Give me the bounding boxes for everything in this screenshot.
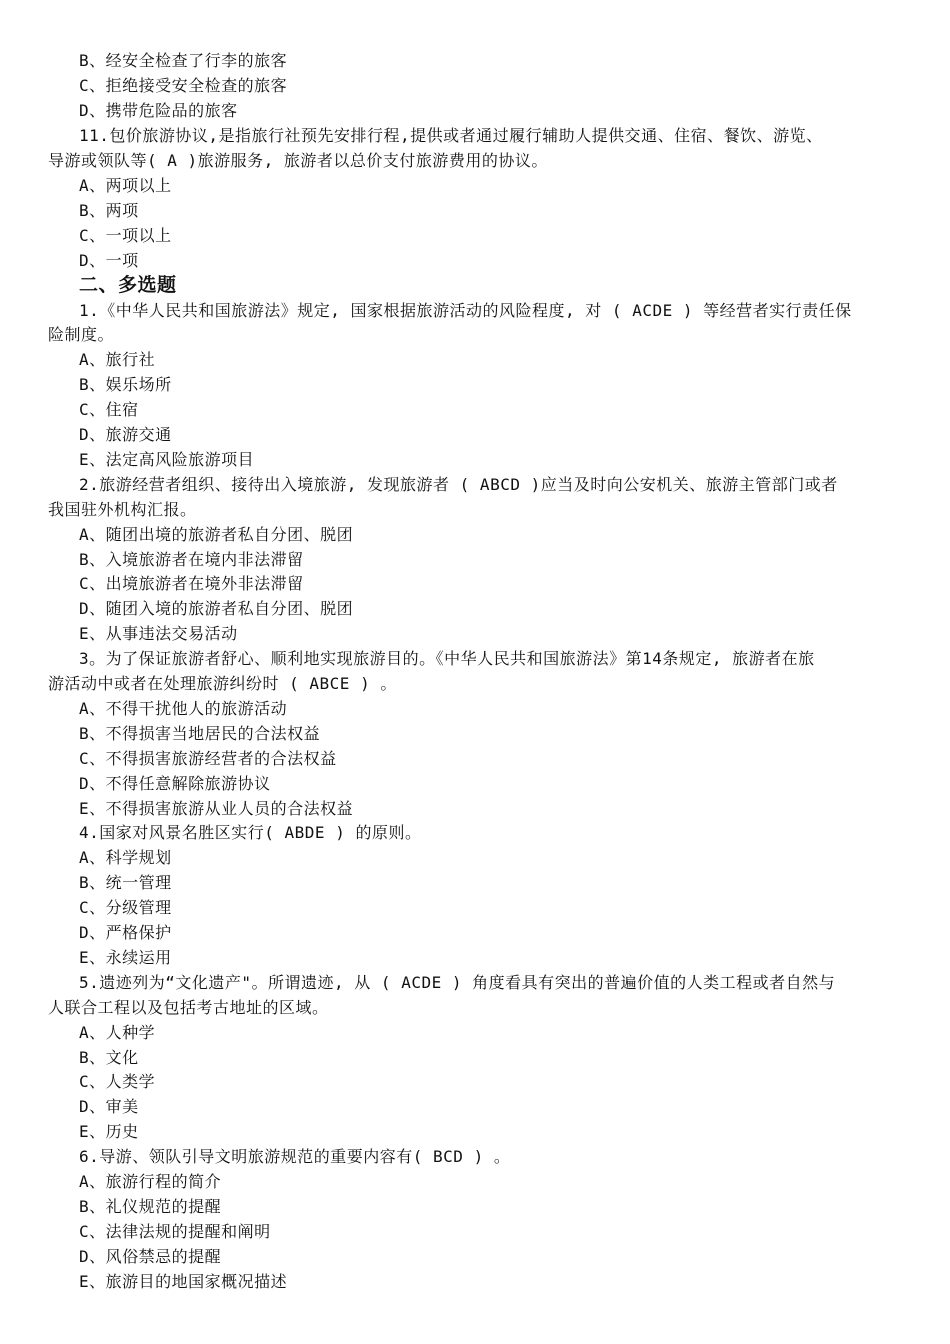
- option-line: B、经安全检查了行李的旅客: [79, 51, 288, 70]
- question-line: 我国驻外机构汇报。: [48, 500, 197, 519]
- option-line: D、随团入境的旅游者私自分团、脱团: [79, 599, 354, 618]
- section-heading: 二、多选题: [79, 274, 177, 296]
- option-line: B、统一管理: [79, 873, 172, 892]
- option-line: A、两项以上: [79, 176, 172, 195]
- option-line: E、永续运用: [79, 948, 172, 967]
- option-line: D、风俗禁忌的提醒: [79, 1247, 222, 1266]
- option-line: C、拒绝接受安全检查的旅客: [79, 76, 288, 95]
- option-line: D、旅游交通: [79, 425, 172, 444]
- option-line: D、不得任意解除旅游协议: [79, 774, 271, 793]
- question-line: 2.旅游经营者组织、接待出入境旅游, 发现旅游者 ( ABCD )应当及时向公安机关、旅游主管部门或者: [79, 475, 838, 494]
- option-line: E、法定高风险旅游项目: [79, 450, 255, 469]
- option-line: D、一项: [79, 251, 139, 270]
- option-line: B、娱乐场所: [79, 375, 172, 394]
- option-line: A、人种学: [79, 1023, 156, 1042]
- option-line: D、携带危险品的旅客: [79, 101, 238, 120]
- option-line: C、住宿: [79, 400, 139, 419]
- question-line: 导游或领队等( A )旅游服务, 旅游者以总价支付旅游费用的协议。: [48, 151, 548, 170]
- option-line: B、两项: [79, 201, 139, 220]
- question-line: 游活动中或者在处理旅游纠纷时 ( ABCE ) 。: [48, 674, 397, 693]
- option-line: C、出境旅游者在境外非法滞留: [79, 574, 304, 593]
- option-line: A、旅行社: [79, 350, 156, 369]
- option-line: D、审美: [79, 1097, 139, 1116]
- option-line: E、不得损害旅游从业人员的合法权益: [79, 799, 354, 818]
- question-line: 11.包价旅游协议,是指旅行社预先安排行程,提供或者通过履行辅助人提供交通、住宿、餐饮、游览、: [79, 126, 823, 145]
- question-line: 人联合工程以及包括考古地址的区域。: [48, 998, 329, 1017]
- option-line: B、文化: [79, 1048, 139, 1067]
- option-line: A、随团出境的旅游者私自分团、脱团: [79, 525, 354, 544]
- option-line: D、严格保护: [79, 923, 172, 942]
- option-line: E、历史: [79, 1122, 139, 1141]
- option-line: E、旅游目的地国家概况描述: [79, 1272, 288, 1291]
- option-line: B、礼仪规范的提醒: [79, 1197, 222, 1216]
- option-line: A、不得干扰他人的旅游活动: [79, 699, 288, 718]
- option-line: C、分级管理: [79, 898, 172, 917]
- option-line: C、不得损害旅游经营者的合法权益: [79, 749, 337, 768]
- option-line: C、人类学: [79, 1072, 156, 1091]
- option-line: C、法律法规的提醒和阐明: [79, 1222, 271, 1241]
- option-line: E、从事违法交易活动: [79, 624, 238, 643]
- option-line: B、入境旅游者在境内非法滞留: [79, 550, 304, 569]
- question-line: 1.《中华人民共和国旅游法》规定, 国家根据旅游活动的风险程度, 对 ( ACDE ) 等经营者实行责任保: [79, 301, 852, 320]
- question-line: 6.导游、领队引导文明旅游规范的重要内容有( BCD ) 。: [79, 1147, 511, 1166]
- option-line: B、不得损害当地居民的合法权益: [79, 724, 321, 743]
- option-line: A、科学规划: [79, 848, 172, 867]
- option-line: A、旅游行程的简介: [79, 1172, 222, 1191]
- question-line: 险制度。: [48, 325, 115, 344]
- question-line: 3。为了保证旅游者舒心、顺利地实现旅游目的。《中华人民共和国旅游法》第14条规定, 旅游者在旅: [79, 649, 815, 668]
- question-line: 4.国家对风景名胜区实行( ABDE ) 的原则。: [79, 823, 422, 842]
- option-line: C、一项以上: [79, 226, 172, 245]
- question-line: 5.遗迹列为“文化遗产"。所谓遗迹, 从 ( ACDE ) 角度看具有突出的普遍价值的人类工程或者自然与: [79, 973, 836, 992]
